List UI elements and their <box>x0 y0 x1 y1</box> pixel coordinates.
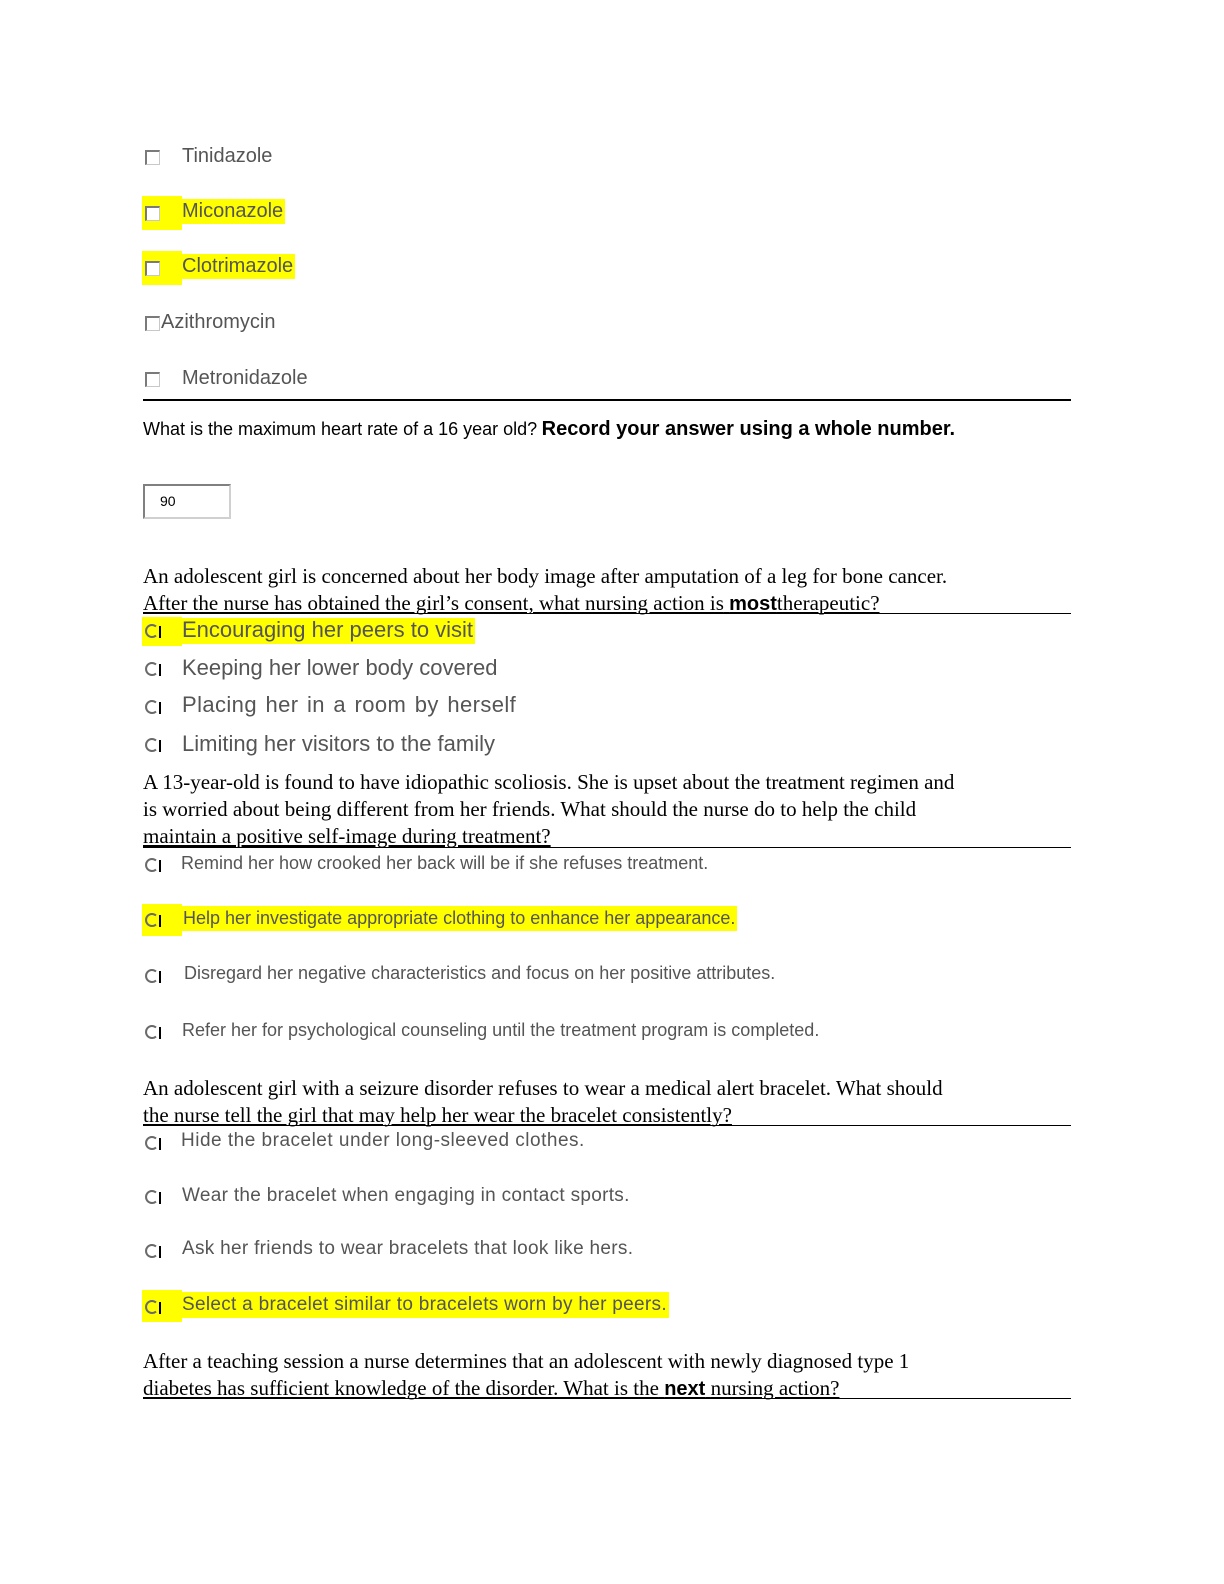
option-label: Azithromycin <box>161 311 276 333</box>
checkbox-miconazole[interactable] <box>145 206 160 221</box>
option-label: Keeping her lower body covered <box>182 655 498 680</box>
q3-line-2-text: After the nurse has obtained the girl’s consent, what nursing action is <box>143 591 724 615</box>
separator <box>143 1125 1071 1126</box>
option-label: Limiting her visitors to the family <box>182 731 495 756</box>
radio-button[interactable] <box>143 1133 163 1153</box>
option-label: Help her investigate appropriate clothing to enhance her appearance. <box>181 906 737 931</box>
q6-line-2-text: diabetes has sufficient knowledge of the disorder. What is the <box>143 1376 659 1400</box>
checkbox-clotrimazole[interactable] <box>145 261 160 276</box>
option-label: Metronidazole <box>182 367 308 389</box>
option-label: Placing her in a room by herself <box>182 692 517 717</box>
q3-line-2-end: therapeutic? <box>776 591 880 615</box>
q2-instruction: Record your answer using a whole number. <box>541 418 956 440</box>
q6-line-2-end: nursing action? <box>710 1376 840 1400</box>
separator <box>143 613 1071 614</box>
option-label: Select a bracelet similar to bracelets worn by her peers. <box>180 1292 669 1318</box>
radio-button[interactable] <box>143 966 163 986</box>
radio-button[interactable] <box>143 697 163 717</box>
checkbox-azithromycin[interactable] <box>145 316 160 331</box>
radio-button[interactable] <box>143 735 163 755</box>
q4-question <box>143 769 1073 850</box>
radio-button[interactable] <box>143 855 163 875</box>
option-label: Refer her for psychological counseling until the treatment program is completed. <box>182 1020 820 1040</box>
radio-button[interactable] <box>143 621 163 641</box>
option-label: Hide the bracelet under long-sleeved clothes. <box>181 1130 585 1151</box>
q5-question <box>143 1075 1073 1129</box>
radio-button[interactable] <box>143 1187 163 1207</box>
option-label: Wear the bracelet when engaging in contact sports. <box>182 1185 630 1206</box>
q2-question <box>143 419 955 439</box>
checkbox-tinidazole[interactable] <box>145 150 160 165</box>
radio-button[interactable] <box>143 659 163 679</box>
option-label: Disregard her negative characteristics and focus on her positive attributes. <box>184 963 776 983</box>
separator <box>143 1398 1071 1399</box>
q5-line-1: An adolescent girl with a seizure disorder refuses to wear a medical alert bracelet. What should <box>143 1076 943 1100</box>
radio-button[interactable] <box>143 1297 163 1317</box>
radio-button[interactable] <box>143 1022 163 1042</box>
option-label: Remind her how crooked her back will be if she refuses treatment. <box>181 853 709 873</box>
option-label: Tinidazole <box>182 145 273 167</box>
q4-line-3: maintain a positive self-image during treatment? <box>143 824 551 848</box>
q6-emphasis: next <box>664 1378 706 1400</box>
option-label: Ask her friends to wear bracelets that look like hers. <box>182 1238 634 1259</box>
option-label: Miconazole <box>182 200 284 222</box>
q4-line-1: A 13-year-old is found to have idiopathic scoliosis. She is upset about the treatment regimen and <box>143 770 955 794</box>
q6-line-1: After a teaching session a nurse determines that an adolescent with newly diagnosed type 1 <box>143 1349 910 1373</box>
separator <box>143 399 1071 401</box>
checkbox-metronidazole[interactable] <box>145 372 160 387</box>
option-label: Clotrimazole <box>182 255 294 277</box>
q3-line-1: An adolescent girl is concerned about her body image after amputation of a leg for bone cancer. <box>143 564 948 588</box>
separator <box>143 847 1071 848</box>
q5-line-2: the nurse tell the girl that may help her wear the bracelet consistently? <box>143 1103 732 1127</box>
heart-rate-answer-field[interactable]: 90 <box>143 484 231 519</box>
radio-button[interactable] <box>143 1241 163 1261</box>
radio-button[interactable] <box>143 910 163 930</box>
q3-emphasis: most <box>729 593 777 615</box>
option-label: Encouraging her peers to visit <box>182 617 474 642</box>
q6-question <box>143 1348 1073 1403</box>
q4-line-2: is worried about being different from her friends. What should the nurse do to help the child <box>143 797 917 821</box>
q3-question <box>143 563 1073 618</box>
q2-prompt: What is the maximum heart rate of a 16 year old? <box>143 419 538 439</box>
